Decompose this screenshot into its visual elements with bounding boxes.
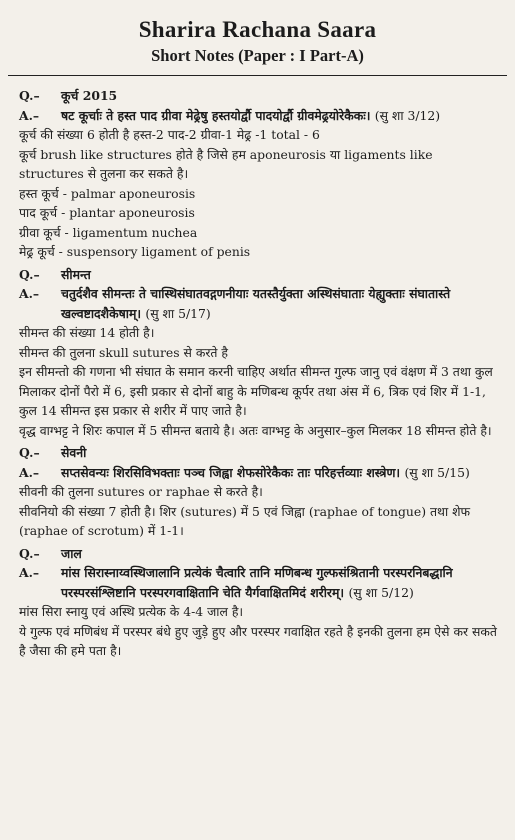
answer-label: A.–: [19, 286, 40, 301]
question: [19, 265, 501, 285]
question-label: Q.–: [19, 445, 40, 460]
answer-sloka: [19, 463, 501, 483]
answer-sloka: [19, 284, 501, 323]
page-header: [0, 0, 515, 67]
question-label: Q.–: [19, 266, 40, 282]
note-line: कूर्च brush like structures होते है जिसे हम aponeurosis या ligaments like structures से तुलना कर सकते है।: [19, 146, 433, 181]
question-text: कूर्च 2015: [61, 88, 118, 103]
page-title: Sharira Rachana Saara: [138, 17, 377, 42]
note-line: ये गुल्फ एवं मणिबंध में परस्पर बंधे हुए जुड़े हुए और परस्पर गवाक्षित रहते है इनकी तुलना हम ऐसे कर सकते है जैसा की हमे पता है।: [19, 623, 497, 658]
sloka-text: मांस सिरास्नाय्वस्थिजालानि प्रत्येकं चैत्वारि तानि मणिबन्ध गुल्फसंश्रितानी परस्परनिबद्धानि परस्परसंश्लिष्टानि परस्परगवाक्षितानि चेति यैर्गवाक्षितमिदं शरीरम्।: [61, 565, 453, 600]
note-line: मांस सिरा स्नायु एवं अस्थि प्रत्येक के 4-4 जाल है।: [19, 604, 244, 619]
note-line: सीवनी की तुलना sutures or raphae से करते है।: [19, 484, 263, 499]
note-line: सीवनियो की संख्या 7 होती है। शिर (sutures) में 5 एवं जिह्वा (raphae of tongue) तथा शेफ (raphae of scrotum) में 1-1।: [19, 503, 471, 538]
question-text: सेवनी: [61, 445, 87, 460]
question-text: सीमन्त: [61, 266, 91, 282]
note-line: सीमन्त की संख्या 14 होती है।: [19, 325, 155, 340]
note-section-jaala: [19, 544, 501, 661]
note-section-koorcha: [19, 86, 501, 262]
question: [19, 86, 501, 106]
page-subtitle: Short Notes (Paper : I Part-A): [151, 46, 364, 65]
note-line: मेढ्र कूर्च - suspensory ligament of penis: [19, 244, 251, 259]
question-text: जाल: [61, 545, 82, 561]
note-section-sevani: [19, 443, 501, 541]
header-divider: [8, 75, 507, 76]
question-label: Q.–: [19, 545, 40, 561]
sloka-reference: (सु शा 5/15): [404, 464, 470, 480]
note-line: वृद्ध वाग्भट्ट ने शिरः कपाल में 5 सीमन्त बताये है। अतः वाग्भट्ट के अनुसार–कुल मिलकर 18 सीमन्त होते है।: [19, 422, 492, 438]
sloka-text: षट कूर्चाः ते हस्त पाद ग्रीवा मेढ्रेषु हस्तयोर्द्वौ पादयोर्द्वौ ग्रीवमेढ्रयोरेकैकः।: [61, 107, 371, 123]
note-line: कूर्च की संख्या 6 होती है हस्त-2 पाद-2 ग्रीवा-1 मेढ्र -1 total - 6: [19, 127, 320, 142]
sloka-text: सप्तसेवन्यः शिरसिविभक्ताः पञ्च जिह्वा शेफसोरेकैकः ताः परिहर्त्तव्याः शस्त्रेण।: [61, 464, 401, 480]
note-line: हस्त कूर्च - palmar aponeurosis: [19, 185, 196, 201]
sloka-reference: (सु शा 5/17): [145, 305, 211, 321]
answer-label: A.–: [19, 107, 40, 123]
note-section-seemanta: [19, 265, 501, 441]
notes-content: [0, 86, 515, 661]
note-line: पाद कूर्च - plantar aponeurosis: [19, 205, 195, 220]
sloka-reference: (सु शा 3/12): [374, 107, 441, 123]
question-label: Q.–: [19, 88, 40, 103]
answer-label: A.–: [19, 464, 40, 480]
question: [19, 544, 501, 564]
note-line: ग्रीवा कूर्च - ligamentum nuchea: [19, 224, 198, 240]
question: [19, 443, 501, 463]
answer-label: A.–: [19, 565, 40, 580]
answer-sloka: [19, 563, 501, 602]
note-line: इन सीमन्तो की गणना भी संघात के समान करनी चाहिए अर्थात सीमन्त गुल्फ जानु एवं वंक्षण में 3 तथा कुल मिलाकर दोनों पैरो में 6, इसी प्रकार से दोनों बाहु के मणिबन्ध कूर्पर तथा अंस में 6, त्रिक एवं शिर में 1-1, कुल 14 सीमन्त इस प्रकार से शरीर में पाए जाते है।: [19, 364, 493, 418]
note-line: सीमन्त की तुलना skull sutures से करते है: [19, 344, 229, 360]
answer-sloka: [19, 106, 501, 126]
sloka-reference: (सु शा 5/12): [348, 584, 414, 600]
sloka-text: चतुर्दशैव सीमन्तः ते चास्थिसंघातवद्गणनीयाः यतस्तैर्युक्ता अस्थिसंघाताः येह्युक्ताः संघातास्ते खल्वष्टादशैकेषाम्।: [61, 286, 451, 321]
